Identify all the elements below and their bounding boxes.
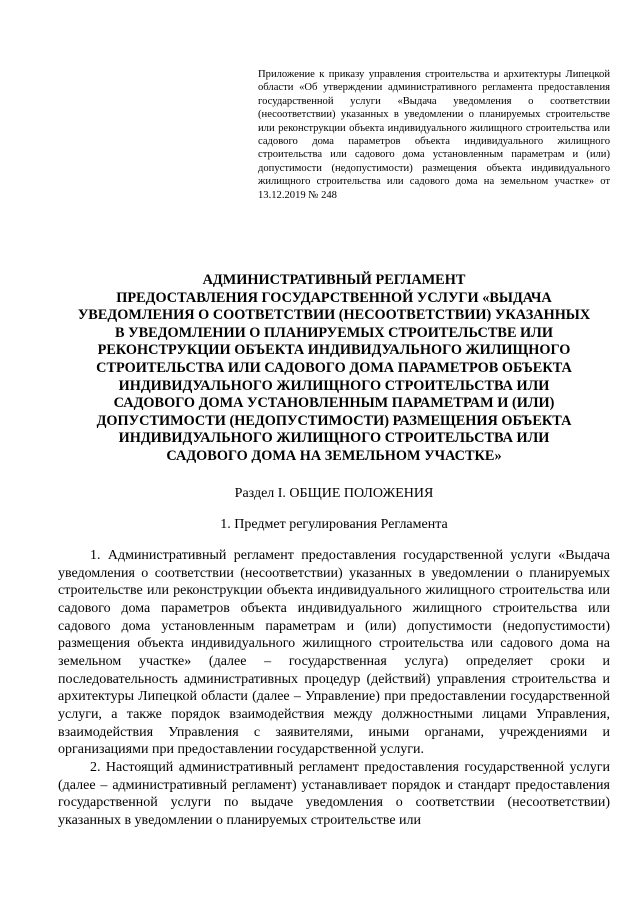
title-line: ИНДИВИДУАЛЬНОГО ЖИЛИЩНОГО СТРОИТЕЛЬСТВА ИЛИ: [118, 430, 550, 447]
title-line: РЕКОНСТРУКЦИИ ОБЪЕКТА ИНДИВИДУАЛЬНОГО ЖИЛИЩНОГО: [97, 342, 571, 359]
title-line: СТРОИТЕЛЬСТВА ИЛИ САДОВОГО ДОМА ПАРАМЕТРОВ ОБЪЕКТА: [96, 359, 572, 376]
title-line: ДОПУСТИМОСТИ (НЕДОПУСТИМОСТИ) РАЗМЕЩЕНИЯ ОБЪЕКТА: [96, 412, 572, 429]
title-line: УВЕДОМЛЕНИЯ О СООТВЕТСТВИИ (НЕСООТВЕТСТВИИ) УКАЗАННЫХ: [77, 307, 591, 324]
title-line: САДОВОГО ДОМА НА ЗЕМЕЛЬНОМ УЧАСТКЕ»: [166, 447, 502, 464]
body-text: [58, 547, 610, 830]
title-line: АДМИНИСТРАТИВНЫЙ РЕГЛАМЕНТ: [202, 272, 466, 288]
title-line: В УВЕДОМЛЕНИИ О ПЛАНИРУЕМЫХ СТРОИТЕЛЬСТВЕ ИЛИ: [115, 324, 553, 341]
title-line: САДОВОГО ДОМА УСТАНОВЛЕННЫМ ПАРАМЕТРАМ И (ИЛИ): [113, 395, 555, 412]
subsection-title: 1. Предмет регулирования Регламента: [220, 517, 448, 532]
section-title: Раздел I. ОБЩИЕ ПОЛОЖЕНИЯ: [234, 486, 434, 501]
document-title: [58, 272, 610, 466]
paragraph: 2. Настоящий административный регламент предоставления государственной услуги (далее – административный регламент) устанавливает порядок и стандарт предоставления государственной услуги по выдаче уведомления о соответствии (несоответствии) указанных в уведомлении о планируемых строительстве или: [58, 759, 610, 828]
appendix-note-text: Приложение к приказу управления строительства и архитектуры Липецкой области «Об утверждении административного регламента предоставления государственной услуги «Выдача уведомления о соответствии (несоответствии) указанных в уведомлении о планируемых строительстве или реконструкции объекта индивидуального жилищного строительства или садового дома параметров объекта индивидуального жилищного строительства или садового дома установленным параметрам и (или) допустимости (недопустимости) размещения объекта индивидуального жилищного строительства или садового дома на земельном участке» от 13.12.2019 № 248: [258, 69, 610, 201]
title-line: ПРЕДОСТАВЛЕНИЯ ГОСУДАРСТВЕННОЙ УСЛУГИ «ВЫДАЧА: [116, 289, 552, 306]
title-line: ИНДИВИДУАЛЬНОГО ЖИЛИЩНОГО СТРОИТЕЛЬСТВА ИЛИ: [118, 377, 550, 394]
appendix-note: [258, 68, 610, 202]
paragraph: 1. Административный регламент предоставления государственной услуги «Выдача уведомления о соответствии (несоответствии) указанных в уведомлении о планируемых строительстве или реконструкции объекта индивидуального жилищного строительства или садового дома параметров объекта индивидуального жилищного строительства или садового дома установленным параметрам и (или) допустимости (недопустимости) размещения объекта индивидуального жилищного строительства или садового дома на земельном участке» (далее – государственная услуга) определяет сроки и последовательность административных процедур (действий) управления строительства и архитектуры Липецкой области (далее – Управление) при предоставлении государственной услуги, а также порядок взаимодействия между должностными лицами Управления, взаимодействия Управления с заявителями, иными органами, учреждениями и организациями при предоставлении государственной услуги.: [58, 548, 610, 758]
